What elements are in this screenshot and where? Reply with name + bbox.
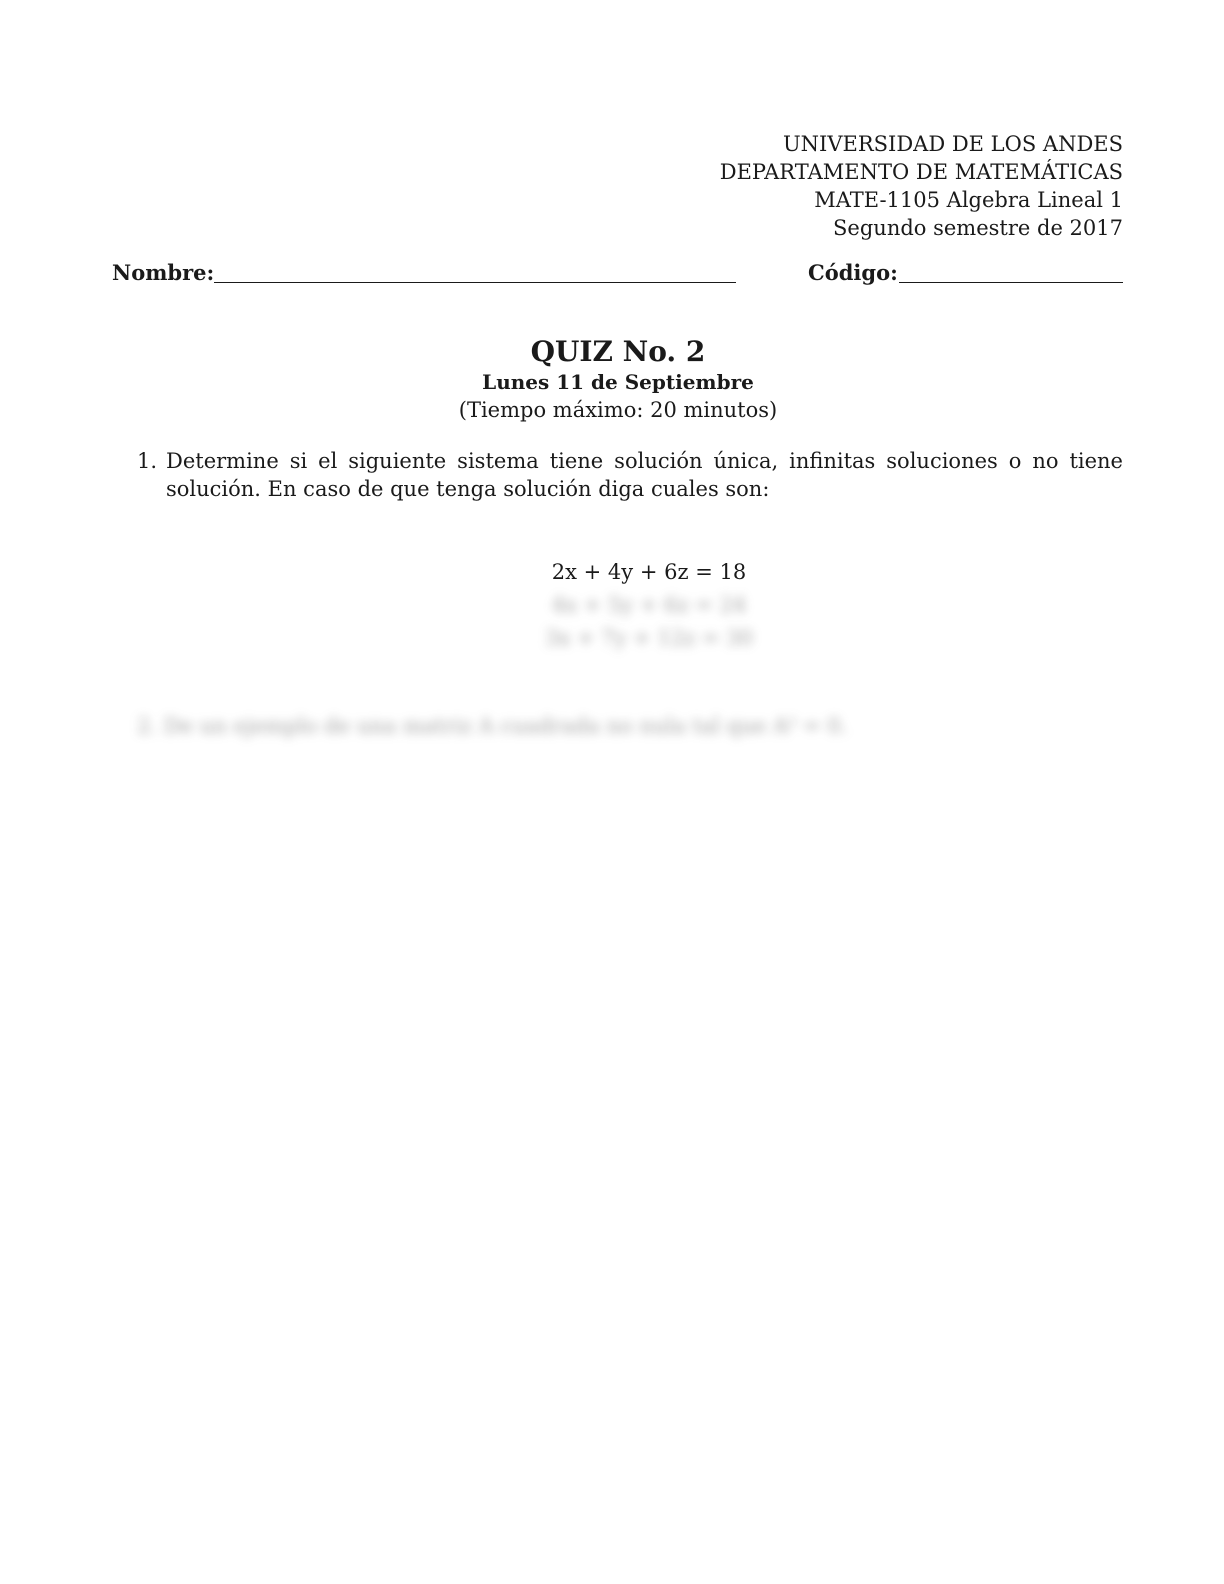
course-name: MATE-1105 Algebra Lineal 1: [814, 188, 1123, 212]
student-info-row: [112, 260, 1123, 290]
equation-1: 2x + 4y + 6z = 18: [551, 560, 747, 584]
question-text: Determine si el siguiente sistema tiene solución única, infinitas soluciones o no tiene solución. En caso de que tenga solución diga cuales son:: [166, 449, 1123, 501]
question-number: 1.: [137, 449, 158, 473]
quiz-title: QUIZ No. 2: [530, 335, 706, 368]
quiz-time-limit: (Tiempo máximo: 20 minutos): [458, 398, 778, 422]
code-label: Código:: [808, 260, 898, 285]
name-field-line[interactable]: [214, 282, 736, 283]
equation-3: 3x + 7y + 12z = 30: [545, 626, 753, 650]
department-name: DEPARTAMENTO DE MATEMÁTICAS: [719, 160, 1123, 184]
quiz-date: Lunes 11 de Septiembre: [482, 370, 754, 394]
question-2: [137, 712, 847, 740]
question-number: 2.: [137, 714, 158, 738]
equation-2: 4x + 5y + 6z = 24: [551, 593, 747, 617]
university-name: UNIVERSIDAD DE LOS ANDES: [782, 132, 1123, 156]
course-header: [720, 130, 1123, 242]
question-text: De un ejemplo de una matriz A cuadrada no nula tal que A² = 0.: [163, 714, 848, 738]
quiz-title-block: [0, 335, 1224, 425]
question-1: [137, 447, 1123, 503]
code-field-line[interactable]: [899, 282, 1123, 283]
equation-system: [0, 556, 1224, 655]
semester: Segundo semestre de 2017: [833, 216, 1123, 240]
name-label: Nombre:: [112, 260, 215, 285]
